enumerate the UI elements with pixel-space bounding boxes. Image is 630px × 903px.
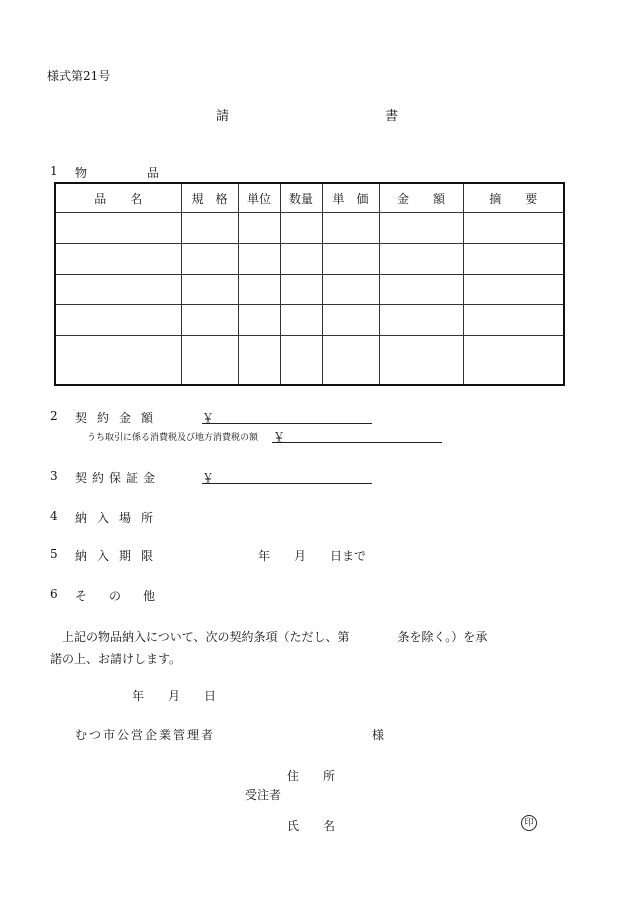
cell-unit[interactable]	[238, 336, 280, 385]
table-row	[55, 213, 564, 244]
tax-note: うち取引に係る消費税及び地方消費税の額	[87, 433, 259, 443]
cell-amount[interactable]	[379, 336, 463, 385]
body-text-line-2: 諾の上、お請けします。	[50, 652, 182, 666]
cell-item-name[interactable]	[55, 305, 181, 336]
table-row	[55, 336, 564, 385]
cell-unit[interactable]	[238, 305, 280, 336]
issue-date: 年 月 日	[132, 689, 217, 703]
title-left-char: 請	[216, 109, 230, 124]
cell-unit-price[interactable]	[322, 213, 379, 244]
honorific-sama: 様	[372, 728, 385, 742]
cell-quantity[interactable]	[280, 274, 322, 305]
cell-spec[interactable]	[181, 274, 238, 305]
section-3-label: 契約保証金	[75, 471, 161, 485]
cell-spec[interactable]	[181, 336, 238, 385]
title-right-char: 書	[385, 109, 399, 124]
name-label: 氏 名	[287, 819, 336, 833]
section-6-number: 6	[50, 587, 58, 601]
cell-quantity[interactable]	[280, 243, 322, 274]
addressee: むつ市公営企業管理者	[75, 728, 216, 742]
section-4-label: 納入場所	[75, 511, 164, 525]
section-2-label: 契約金額	[75, 411, 164, 425]
tax-amount-yen: ￥	[273, 430, 286, 444]
cell-quantity[interactable]	[280, 336, 322, 385]
cell-unit-price[interactable]	[322, 243, 379, 274]
cell-unit-price[interactable]	[322, 305, 379, 336]
cell-amount[interactable]	[379, 305, 463, 336]
deposit-line[interactable]	[202, 483, 372, 484]
cell-spec[interactable]	[181, 305, 238, 336]
section-6-label: その他	[75, 589, 178, 603]
cell-item-name[interactable]	[55, 336, 181, 385]
seal-mark-icon: 印	[521, 815, 537, 831]
cell-remarks[interactable]	[463, 336, 564, 385]
cell-unit[interactable]	[238, 274, 280, 305]
items-table	[54, 182, 565, 386]
section-1-number: 1	[50, 164, 58, 178]
section-5-label: 納入期限	[75, 549, 164, 563]
cell-unit[interactable]	[238, 213, 280, 244]
cell-item-name[interactable]	[55, 243, 181, 274]
form-number: 様式第21号	[47, 69, 111, 83]
cell-amount[interactable]	[379, 243, 463, 274]
cell-unit[interactable]	[238, 243, 280, 274]
table-header-row	[55, 183, 564, 213]
header-amount: 金 額	[379, 183, 463, 213]
cell-quantity[interactable]	[280, 305, 322, 336]
header-unit: 単位	[238, 183, 280, 213]
cell-spec[interactable]	[181, 243, 238, 274]
cell-quantity[interactable]	[280, 213, 322, 244]
delivery-deadline-date: 年 月 日まで	[258, 549, 367, 563]
cell-remarks[interactable]	[463, 305, 564, 336]
header-quantity: 数量	[280, 183, 322, 213]
tax-amount-line[interactable]	[272, 442, 442, 443]
header-remarks: 摘 要	[463, 183, 564, 213]
cell-item-name[interactable]	[55, 213, 181, 244]
header-spec: 規 格	[181, 183, 238, 213]
cell-remarks[interactable]	[463, 213, 564, 244]
section-4-number: 4	[50, 509, 58, 523]
cell-remarks[interactable]	[463, 243, 564, 274]
section-2-number: 2	[50, 409, 58, 423]
cell-item-name[interactable]	[55, 274, 181, 305]
table-row	[55, 305, 564, 336]
cell-amount[interactable]	[379, 213, 463, 244]
section-1-label: 物 品	[75, 166, 172, 180]
contractor-label: 受注者	[245, 788, 282, 802]
cell-spec[interactable]	[181, 213, 238, 244]
contract-amount-line[interactable]	[202, 423, 372, 424]
body-text-line-1: 上記の物品納入について、次の契約条項（ただし、第 条を除く。）を承	[62, 630, 488, 644]
header-unit-price: 単 価	[322, 183, 379, 213]
cell-amount[interactable]	[379, 274, 463, 305]
header-item-name: 品 名	[55, 183, 181, 213]
table-row	[55, 274, 564, 305]
section-3-number: 3	[50, 469, 58, 483]
table-row	[55, 243, 564, 274]
cell-unit-price[interactable]	[322, 336, 379, 385]
section-5-number: 5	[50, 547, 58, 561]
contract-amount-yen: ￥	[202, 411, 215, 425]
cell-remarks[interactable]	[463, 274, 564, 305]
deposit-yen: ￥	[202, 471, 215, 485]
address-label: 住 所	[287, 769, 336, 783]
cell-unit-price[interactable]	[322, 274, 379, 305]
